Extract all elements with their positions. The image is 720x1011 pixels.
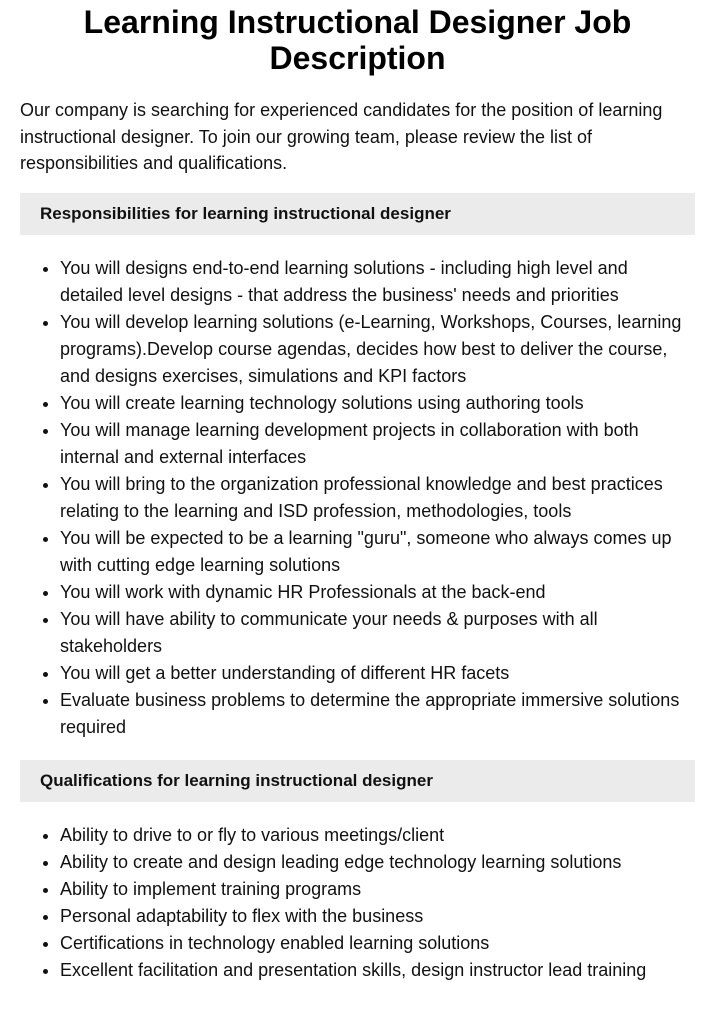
- qualifications-heading: Qualifications for learning instructional designer: [20, 760, 695, 802]
- responsibilities-list: [20, 255, 695, 741]
- list-item: • Ability to implement training programs: [60, 876, 695, 903]
- list-item: • Excellent facilitation and presentation skills, design instructor lead training: [60, 957, 695, 984]
- list-item: • You will manage learning development projects in collaboration with both internal and external interfaces: [60, 417, 695, 471]
- list-item: • Evaluate business problems to determine the appropriate immersive solutions required: [60, 687, 695, 741]
- responsibilities-heading: Responsibilities for learning instructional designer: [20, 193, 695, 235]
- list-item: • Certifications in technology enabled learning solutions: [60, 930, 695, 957]
- page-title: Learning Instructional Designer Job Description: [83, 4, 632, 76]
- list-item: • Ability to drive to or fly to various meetings/client: [60, 822, 695, 849]
- list-item: • You will get a better understanding of different HR facets: [60, 660, 695, 687]
- qualifications-list: [20, 822, 695, 984]
- list-item: • Personal adaptability to flex with the business: [60, 903, 695, 930]
- list-item: • You will bring to the organization professional knowledge and best practices relating to the learning and ISD profession, methodologies, tools: [60, 471, 695, 525]
- list-item: • You will have ability to communicate your needs & purposes with all stakeholders: [60, 606, 695, 660]
- list-item: • You will be expected to be a learning "guru", someone who always comes up with cutting edge learning solutions: [60, 525, 695, 579]
- list-item: • You will develop learning solutions (e-Learning, Workshops, Courses, learning programs).Develop course agendas, decides how best to deliver the course, and designs exercises, simulations and KPI factors: [60, 309, 695, 390]
- list-item: • You will create learning technology solutions using authoring tools: [60, 390, 695, 417]
- list-item: • You will designs end-to-end learning solutions - including high level and detailed level designs - that address the business' needs and priorities: [60, 255, 695, 309]
- list-item: • Ability to create and design leading edge technology learning solutions: [60, 849, 695, 876]
- intro-paragraph: Our company is searching for experienced candidates for the position of learning instructional designer. To join our growing team, please review the list of responsibilities and qualifications.: [20, 100, 663, 173]
- list-item: • You will work with dynamic HR Professionals at the back-end: [60, 579, 695, 606]
